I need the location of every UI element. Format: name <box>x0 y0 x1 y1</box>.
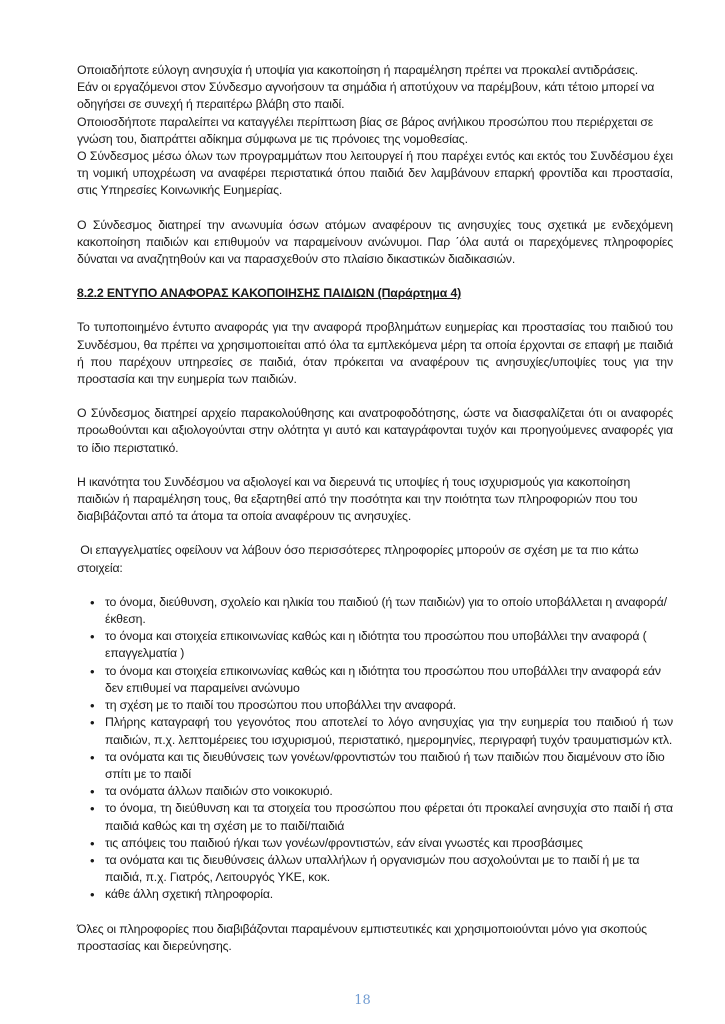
section-heading: 8.2.2 ΕΝΤΥΠΟ ΑΝΑΦΟΡΑΣ ΚΑΚΟΠΟΙΗΣΗΣ ΠΑΙΔΙΩΝ (Παράρτημα 4) <box>77 286 462 301</box>
paragraph-ability: Η ικανότητα του Συνδέσμου να αξιολογεί και να διερευνά τις υποψίες ή τους ισχυρισμούς για κακοποίηση παιδιών ή παραμέληση τους, θα εξαρτηθεί από την ποσότητα και την ποιότητα των πληροφοριών που του διαβιβάζονται από τα άτομα τα οποία αναφέρουν τις ανησυχίες. <box>77 474 638 524</box>
paragraph-professionals: Οι επαγγελματίες οφείλουν να λάβουν όσο περισσότερες πληροφορίες μπορούν σε σχέση με τα πιο κάτω στοιχεία: <box>77 543 642 575</box>
paragraph-confidential: Όλες οι πληροφορίες που διαβιβάζονται παραμένουν εμπιστευτικές και χρησιμοποιούνται μόνο για σκοπούς προστασίας και διερεύνησης. <box>77 921 647 953</box>
bullet-item: • τα ονόματα και τις διευθύνσεις άλλων υπαλλήλων ή οργανισμών που ασχολούνται με το παιδί ή με τα παιδιά, π.χ. Γιατρός, Λειτουργός ΥΚΕ, κοκ. <box>77 852 673 886</box>
paragraph: Ο Σύνδεσμος μέσω όλων των προγραμμάτων που λειτουργεί ή που παρέχει εντός και εκτός του Συνδέσμου έχει τη νομική υποχρέωση να αναφέρει περιστατικά όπου παιδιά δεν λαμβάνουν επαρκή φροντίδα και προστασία, στις Υπηρεσίες Κοινωνικής Ευημερίας. <box>77 149 673 198</box>
bullet-item: • τα ονόματα και τις διευθύνσεις των γονέων/φροντιστών του παιδιού ή των παιδιών που διαμένουν στο ίδιο σπίτι με το παιδί <box>77 749 673 783</box>
page-number: 18 <box>354 993 371 1008</box>
paragraph: Οποιοσδήποτε παραλείπει να καταγγέλει περίπτωση βίας σε βάρος ανήλικου προσώπου που περιέρχεται σε γνώση του, διαπράττει αδίκημα σύμφωνα με τις πρόνοιες της νομοθεσίας. <box>77 114 654 146</box>
paragraph: Εάν οι εργαζόμενοι στον Σύνδεσμο αγνοήσουν τα σημάδια ή αποτύχουν να παρέμβουν, κάτι τέτοιο μπορεί να οδηγήσει σε συνεχή ή περαιτέρω βλάβη στο παιδί. <box>77 80 655 112</box>
bullet-item: • το όνομα, διεύθυνση, σχολείο και ηλικία του παιδιού (ή των παιδιών) για το οποίο υποβάλλεται η αναφορά/έκθεση. <box>77 594 673 628</box>
bullet-item: • τη σχέση με το παιδί του προσώπου που υποβάλλει την αναφορά. <box>77 697 673 714</box>
document-page <box>77 62 673 955</box>
paragraph-anonymity: Ο Σύνδεσμος διατηρεί την ανωνυμία όσων ατόμων αναφέρουν τις ανησυχίες τους σχετικά με ενδεχόμενη κακοποίηση παιδιών και επιθυμούν να παραμείνουν ανώνυμοι. Παρ ΄όλα αυτά οι παρεχόμενες πληροφορίες δύναται να αναζητηθούν και να παρασχεθούν στο πλαίσιο δικαστικών διαδικασιών. <box>77 217 673 267</box>
bullet-item: • το όνομα και στοιχεία επικοινωνίας καθώς και η ιδιότητα του προσώπου που υποβάλλει την αναφορά ( επαγγελματία ) <box>77 628 673 662</box>
bullet-item: • τις απόψεις του παιδιού ή/και των γονέων/φροντιστών, εάν είναι γνωστές και προσβάσιμες <box>77 835 673 852</box>
bullet-item: • Πλήρης καταγραφή του γεγονότος που αποτελεί το λόγο ανησυχίας για την ευημερία του παιδιού ή των παιδιών, π.χ. λεπτομέρειες του ισχυρισμού, περιστατικό, ημερομηνίες, περιγραφή τυχόν τραυματισμών κτλ. <box>77 714 673 748</box>
bullet-item: • τα ονόματα άλλων παιδιών στο νοικοκυριό. <box>77 783 673 800</box>
bullet-item: • κάθε άλλη σχετική πληροφορία. <box>77 886 673 903</box>
paragraph-form: Το τυποποιημένο έντυπο αναφοράς για την αναφορά προβλημάτων ευημερίας και προστασίας του παιδιού του Συνδέσμου, θα πρέπει να χρησιμοποιείται από όλα τα εμπλεκόμενα μέρη τα οποία έρχονται σε επαφή με παιδιά ή που παρέχουν υπηρεσίες σε παιδιά, όταν πρόκειται να αναφέρουν τις ανησυχίες/υποψίες τους για την προστασία και την ευημερία των παιδιών. <box>77 320 673 387</box>
paragraph: Οποιαδήποτε εύλογη ανησυχία ή υποψία για κακοποίηση ή παραμέληση πρέπει να προκαλεί αντιδράσεις. <box>77 63 639 77</box>
paragraph-archive: Ο Σύνδεσμος διατηρεί αρχείο παρακολούθησης και ανατροφοδότησης, ώστε να διασφαλίζεται ότι οι αναφορές προωθούνται και αξιολογούνται στην ολότητα γι αυτό και καταγράφονται τυχόν και προηγούμενες αναφορές για το ίδιο περιστατικό. <box>77 406 673 455</box>
bullet-item: • το όνομα, τη διεύθυνση και τα στοιχεία του προσώπου που φέρεται ότι προκαλεί ανησυχία στο παιδί ή στα παιδιά καθώς και τη σχέση με το παιδί/παιδιά <box>77 800 673 834</box>
info-bullet-list <box>77 594 673 904</box>
bullet-item: • το όνομα και στοιχεία επικοινωνίας καθώς και η ιδιότητα του προσώπου που υποβάλλει την αναφορά εάν δεν επιθυμεί να παραμείνει ανώνυμο <box>77 663 673 697</box>
